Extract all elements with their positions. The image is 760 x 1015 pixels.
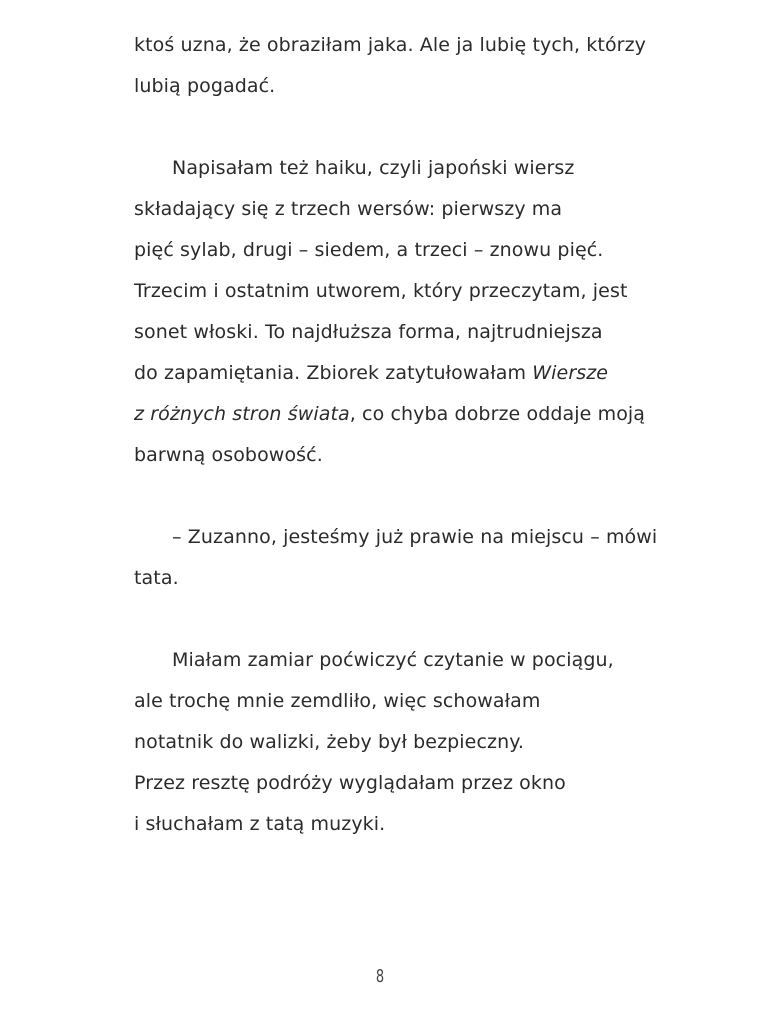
text-line: Miałam zamiar poćwiczyć czytanie w pociągu, — [172, 649, 614, 671]
text-line: i słuchałam z tatą muzyki. — [134, 813, 386, 835]
dialogue-line: – Zuzanno, jesteśmy już prawie na miejscu – mówi — [172, 526, 658, 548]
text-line: ale trochę mnie zemdliło, więc schowałam — [134, 690, 541, 712]
text-line: notatnik do walizki, żeby był bezpieczny. — [134, 731, 525, 753]
text-line: sonet włoski. To najdłuższa forma, najtrudniejsza — [134, 321, 603, 343]
text-line: składający się z trzech wersów: pierwszy ma — [134, 198, 563, 220]
book-title-italic: Wiersze — [532, 362, 609, 384]
text-line: Przez resztę podróży wyglądałam przez okno — [134, 772, 566, 794]
page-number: 8 — [375, 966, 385, 987]
text-line: tata. — [134, 567, 179, 589]
text-line: ktoś uzna, że obraziłam jaka. Ale ja lubię tych, którzy — [134, 34, 647, 56]
text-fragment: , co chyba dobrze oddaje moją — [349, 403, 646, 425]
text-line-with-title — [134, 361, 608, 385]
text-line: lubią pogadać. — [134, 75, 276, 97]
text-fragment: do zapamiętania. Zbiorek zatytułowałam — [134, 362, 533, 384]
text-line: Trzecim i ostatnim utworem, który przeczytam, jest — [134, 280, 628, 302]
text-line: Napisałam też haiku, czyli japoński wiersz — [172, 157, 575, 179]
book-title-italic: z różnych stron świata — [134, 403, 350, 425]
text-line: barwną osobowość. — [134, 444, 323, 466]
text-line-with-title — [134, 402, 645, 426]
text-line: pięć sylab, drugi – siedem, a trzeci – znowu pięć. — [134, 239, 604, 261]
